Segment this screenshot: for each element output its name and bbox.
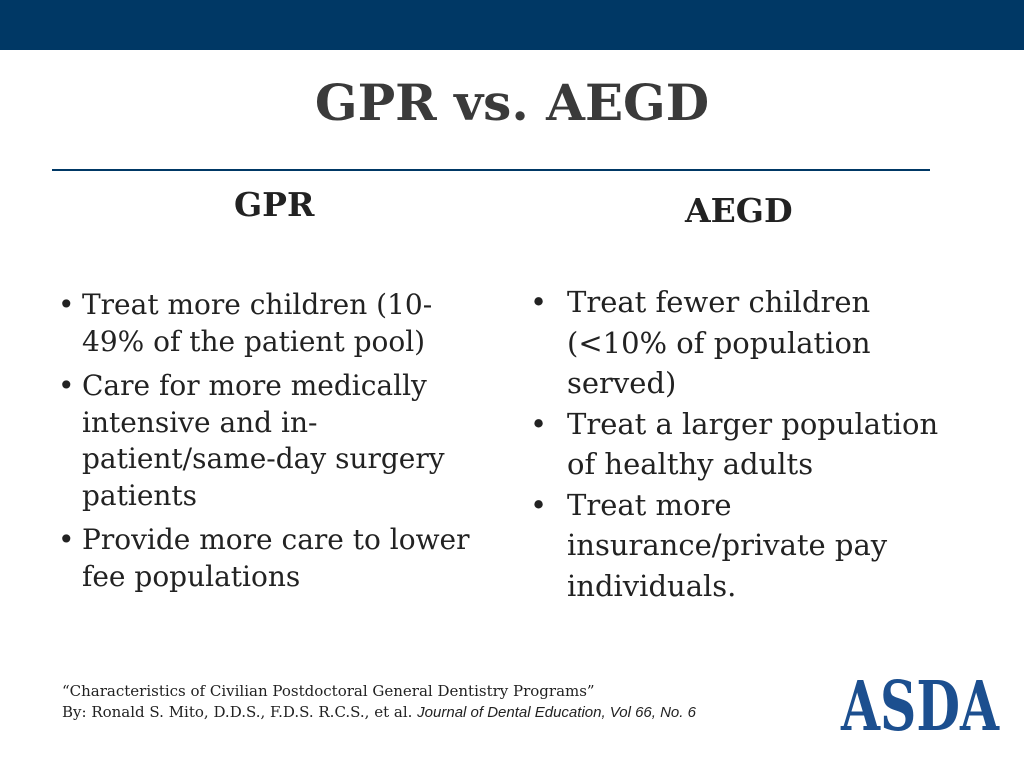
gpr-item-text: Provide more care to lower fee populations — [82, 523, 470, 593]
slide-title: GPR vs. AEGD — [314, 73, 710, 132]
aegd-item-text: Treat more insurance/private pay individuals. — [567, 487, 888, 603]
bullet-icon: • — [58, 369, 75, 402]
gpr-item-text: Care for more medically intensive and in-patient/same-day surgery patients — [82, 369, 445, 512]
list-item — [530, 485, 970, 607]
list-item — [530, 404, 970, 485]
bullet-icon: • — [530, 285, 548, 319]
aegd-heading: AEGD — [685, 191, 793, 230]
aegd-item-text: Treat a larger population of healthy adults — [567, 406, 939, 481]
gpr-heading: GPR — [234, 185, 315, 224]
aegd-list — [530, 282, 970, 606]
gpr-list — [58, 287, 488, 603]
citation-byline — [62, 702, 696, 723]
bullet-icon: • — [530, 487, 548, 522]
aegd-item-text: Treat fewer children (<10% of population served) — [567, 285, 871, 400]
bullet-icon: • — [58, 288, 75, 321]
citation-title: “Characteristics of Civilian Postdoctoral General Dentistry Programs” — [62, 682, 595, 700]
title-divider — [52, 169, 930, 171]
list-item — [58, 287, 488, 360]
citation-journal: Journal of Dental Education, Vol 66, No. 6 — [417, 704, 696, 721]
bullet-icon: • — [58, 523, 75, 556]
logo-text: ASDA — [840, 667, 1000, 747]
bullet-icon: • — [530, 406, 548, 441]
list-item — [530, 282, 970, 404]
list-item — [58, 522, 488, 595]
list-item — [58, 368, 488, 514]
asda-logo-icon — [838, 666, 1002, 748]
citation-authors: By: Ronald S. Mito, D.D.S., F.D.S. R.C.S., et al. — [62, 703, 413, 721]
gpr-item-text: Treat more children (10-49% of the patient pool) — [82, 288, 433, 358]
top-band — [0, 0, 1024, 50]
citation — [62, 681, 696, 723]
